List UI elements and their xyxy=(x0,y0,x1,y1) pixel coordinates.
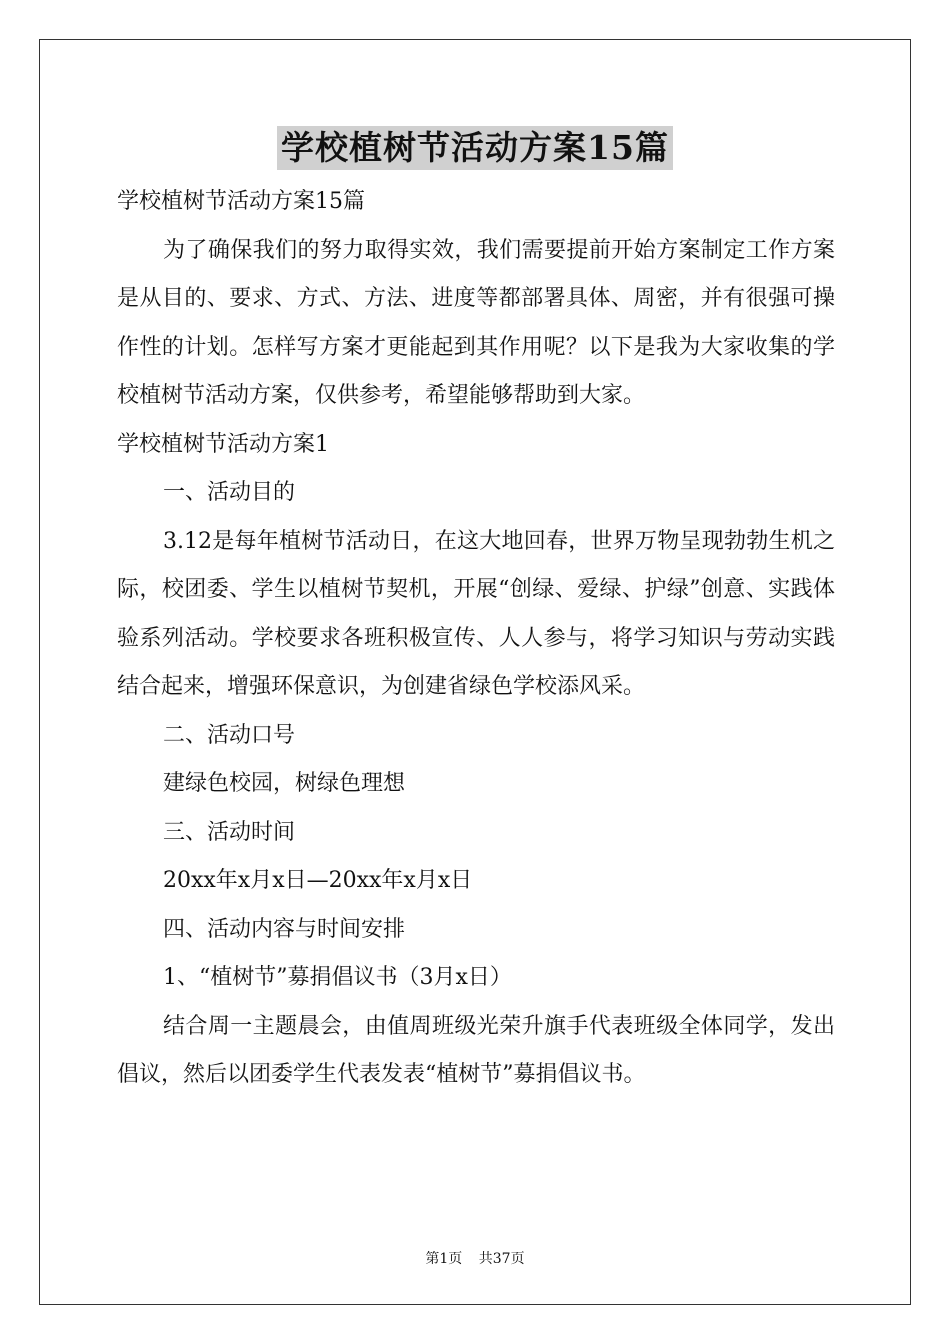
title-container xyxy=(0,126,950,170)
slogan-paragraph: 建绿色校园，树绿色理想 xyxy=(163,771,406,796)
purpose-paragraph: 3.12是每年植树节活动日，在这大地回春，世界万物呈现勃勃生机之际，校团委、学生以植树节契机，开展“创绿、爱绿、护绿”创意、实践体验系列活动。学校要求各班积极宣传、人人参与，将学习知识与劳动实践结合起来，增强环保意识，为创建省绿色学校添风采。 xyxy=(117,528,835,699)
item-1-paragraph: 结合周一主题晨会，由值周班级光荣升旗手代表班级全体同学，发出倡议，然后以团委学生代表发表“植树节”募捐倡议书。 xyxy=(117,1013,835,1087)
time-paragraph: 20xx年x月x日—20xx年x月x日 xyxy=(163,868,473,893)
heading-slogan: 二、活动口号 xyxy=(163,722,296,748)
subtitle-paragraph: 学校植树节活动方案15篇 xyxy=(117,189,365,214)
item-1-heading: 1、“植树节”募捐倡议书（3月x日） xyxy=(163,965,512,990)
document-title: 学校植树节活动方案15篇 xyxy=(277,126,673,170)
document-body xyxy=(117,178,835,1100)
heading-purpose: 一、活动目的 xyxy=(163,480,296,505)
page-total: 共37页 xyxy=(478,1251,525,1267)
intro-paragraph: 为了确保我们的努力取得实效，我们需要提前开始方案制定工作方案是从目的、要求、方式、方法、进度等都部署具体、周密，并有很强可操作性的计划。怎样写方案才更能起到其作用呢？以下是我为大家收集的学校植树节活动方案，仅供参考，希望能够帮助到大家。 xyxy=(117,237,835,408)
heading-time: 三、活动时间 xyxy=(163,819,296,845)
page-footer xyxy=(0,1248,950,1268)
heading-content: 四、活动内容与时间安排 xyxy=(163,916,406,942)
section-heading: 学校植树节活动方案1 xyxy=(117,431,329,457)
page-number: 第1页 xyxy=(425,1251,463,1267)
